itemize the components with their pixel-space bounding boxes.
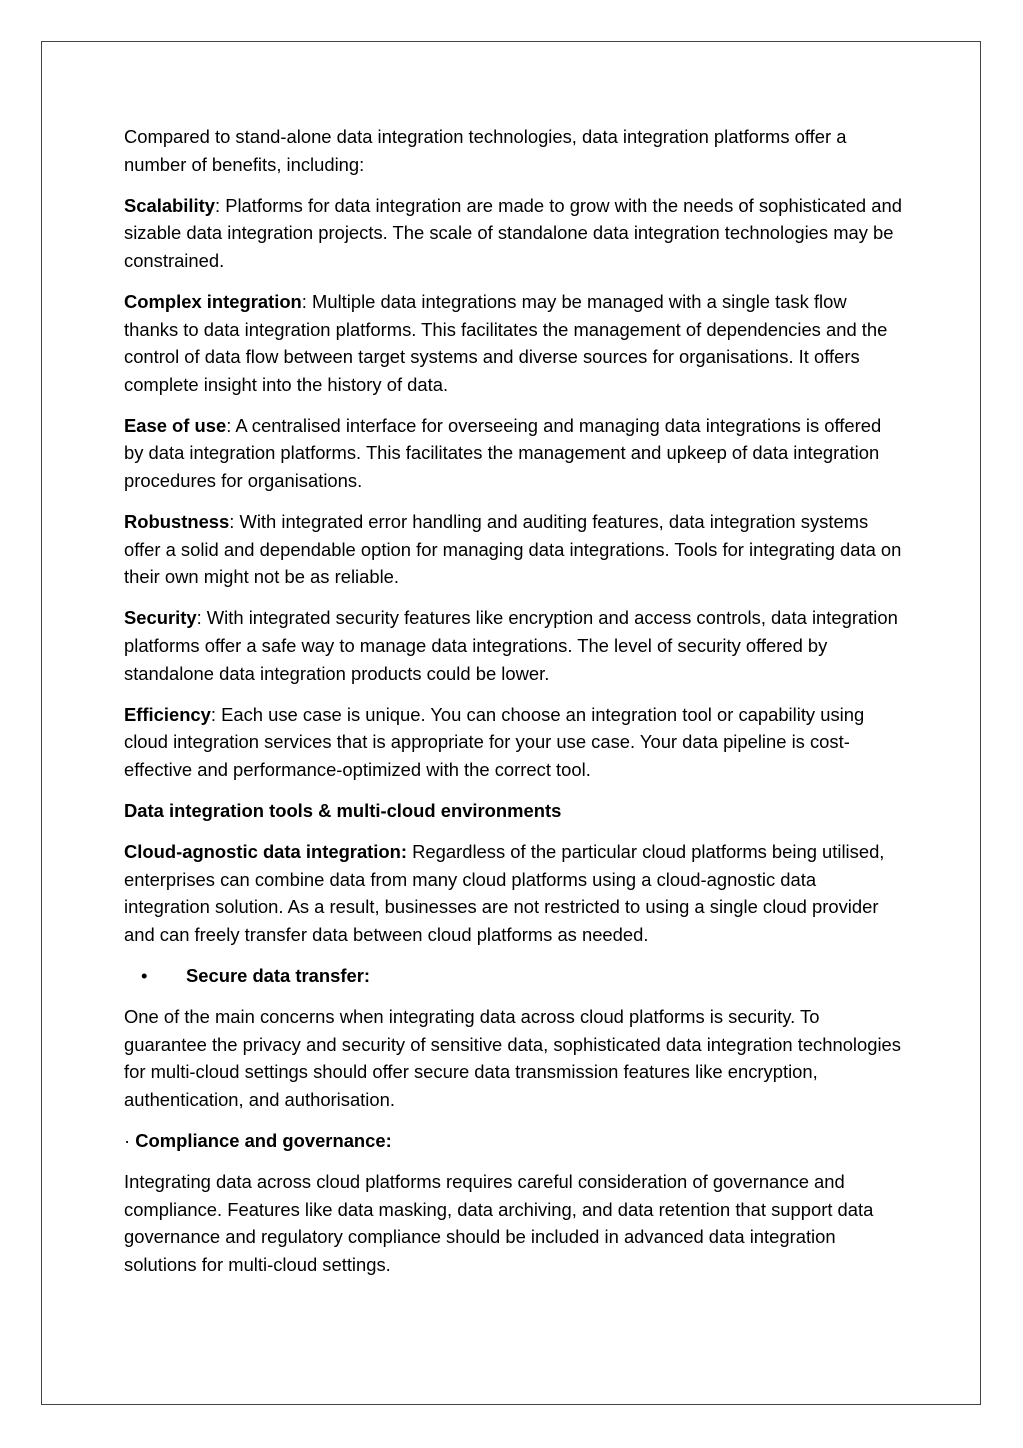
secure-transfer-label: Secure data transfer: (186, 964, 370, 986)
benefit-security (124, 604, 904, 687)
section-heading: Data integration tools & multi-cloud environments (124, 799, 562, 821)
compliance-label: Compliance and governance: (135, 1129, 392, 1151)
compliance-heading (124, 1127, 904, 1155)
intro-paragraph: Compared to stand-alone data integration technologies, data integration platforms offer a number of benefits, including: (124, 126, 847, 175)
compliance-paragraph: Integrating data across cloud platforms requires careful consideration of governance and compliance. Features like data masking, data archiving, and data retention that support data governance and regulatory compliance should be included in advanced data integration solutions for multi-cloud settings. (124, 1171, 874, 1275)
cloud-agnostic-term: Cloud-agnostic data integration: (124, 841, 408, 863)
secure-transfer-bullet (124, 962, 904, 990)
benefit-text: : Each use case is unique. You can choose an integration tool or capability using cloud integration services that is appropriate for your use case. Your data pipeline is cost-effective and performance-optimized with the correct tool. (124, 703, 865, 780)
benefit-scalability (124, 192, 904, 275)
benefit-text: : A centralised interface for overseeing and managing data integrations is offered by data integration platforms. This facilitates the management and upkeep of data integration procedures for organisations. (124, 414, 882, 492)
benefit-term: Ease of use (124, 414, 227, 436)
benefit-term: Scalability (124, 194, 215, 216)
benefit-text: : With integrated error handling and auditing features, data integration systems offer a solid and dependable option for managing data integrations. Tools for integrating data on their own might not be as reliable. (124, 511, 902, 588)
benefit-efficiency (124, 701, 904, 784)
compliance-prefix: · (124, 1129, 136, 1151)
benefit-term: Efficiency (124, 703, 211, 725)
benefit-text: : Platforms for data integration are made to grow with the needs of sophisticated and sizable data integration projects. The scale of standalone data integration technologies may be constrained. (124, 194, 902, 271)
bullet-icon: • (141, 964, 148, 986)
benefit-term: Security (124, 607, 197, 629)
benefit-ease-of-use (124, 412, 904, 495)
benefit-term: Complex integration (124, 290, 302, 312)
benefit-text: : Multiple data integrations may be managed with a single task flow thanks to data integration platforms. This facilitates the management of dependencies and the control of data flow between target systems and diverse sources for organisations. It offers complete insight into the history of data. (124, 290, 888, 395)
benefit-term: Robustness (124, 511, 230, 533)
document-body (124, 123, 904, 1292)
cloud-agnostic-paragraph (124, 838, 904, 948)
benefit-text: : With integrated security features like encryption and access controls, data integration platforms offer a safe way to manage data integrations. The level of security offered by standalone data integration products could be lower. (124, 607, 898, 684)
cloud-agnostic-text: Regardless of the particular cloud platforms being utilised, enterprises can combine data from many cloud platforms using a cloud-agnostic data integration solution. As a result, businesses are not restricted to using a single cloud provider and can freely transfer data between cloud platforms as needed. (124, 841, 885, 945)
benefit-complex-integration (124, 288, 904, 398)
secure-transfer-paragraph: One of the main concerns when integrating data across cloud platforms is security. To guarantee the privacy and security of sensitive data, sophisticated data integration technologies for multi-cloud settings should offer secure data transmission features like encryption, authentication, and authorisation. (124, 1006, 901, 1110)
benefit-robustness (124, 508, 904, 591)
